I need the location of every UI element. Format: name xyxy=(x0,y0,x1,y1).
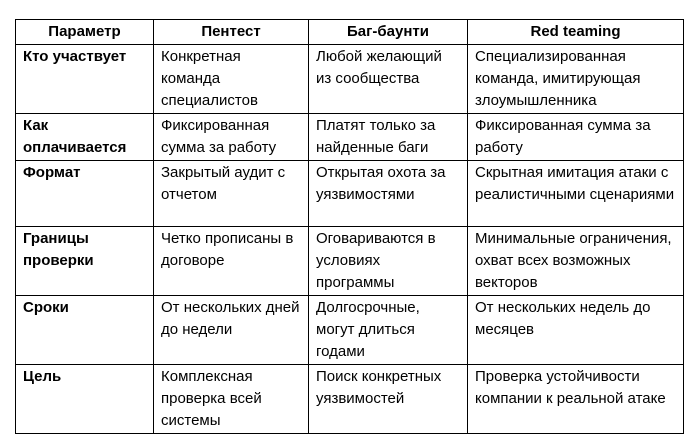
cell-red-teaming: Проверка устойчивости компании к реальной атаке xyxy=(468,365,684,434)
header-parameter: Параметр xyxy=(16,20,154,45)
cell-bug-bounty: Платят только за найденные баги xyxy=(309,114,468,161)
header-row xyxy=(16,20,684,45)
cell-bug-bounty: Открытая охота за уязвимостями xyxy=(309,161,468,227)
cell-red-teaming: От нескольких недель до месяцев xyxy=(468,296,684,365)
row-parameter: Кто участвует xyxy=(16,45,154,114)
row-parameter: Границы проверки xyxy=(16,227,154,296)
table-row xyxy=(16,365,684,434)
cell-red-teaming: Скрытная имитация атаки с реалистичными сценариями xyxy=(468,161,684,227)
row-parameter: Как оплачивается xyxy=(16,114,154,161)
comparison-table xyxy=(15,19,684,434)
cell-bug-bounty: Оговариваются в условиях программы xyxy=(309,227,468,296)
cell-pentest: Фиксированная сумма за работу xyxy=(154,114,309,161)
cell-red-teaming: Фиксированная сумма за работу xyxy=(468,114,684,161)
cell-pentest: Конкретная команда специалистов xyxy=(154,45,309,114)
cell-bug-bounty: Долгосрочные, могут длиться годами xyxy=(309,296,468,365)
header-red-teaming: Red teaming xyxy=(468,20,684,45)
cell-red-teaming: Минимальные ограничения, охват всех возможных векторов xyxy=(468,227,684,296)
cell-pentest: Комплексная проверка всей системы xyxy=(154,365,309,434)
row-parameter: Сроки xyxy=(16,296,154,365)
row-parameter: Цель xyxy=(16,365,154,434)
table-row xyxy=(16,45,684,114)
table-row xyxy=(16,227,684,296)
header-bug-bounty: Баг-баунти xyxy=(309,20,468,45)
cell-pentest: Закрытый аудит с отчетом xyxy=(154,161,309,227)
table-row xyxy=(16,161,684,227)
cell-pentest: Четко прописаны в договоре xyxy=(154,227,309,296)
table-row xyxy=(16,296,684,365)
cell-bug-bounty: Поиск конкретных уязвимостей xyxy=(309,365,468,434)
cell-red-teaming: Специализированная команда, имитирующая злоумышленника xyxy=(468,45,684,114)
table-row xyxy=(16,114,684,161)
row-parameter: Формат xyxy=(16,161,154,227)
cell-pentest: От нескольких дней до недели xyxy=(154,296,309,365)
header-pentest: Пентест xyxy=(154,20,309,45)
cell-bug-bounty: Любой желающий из сообщества xyxy=(309,45,468,114)
